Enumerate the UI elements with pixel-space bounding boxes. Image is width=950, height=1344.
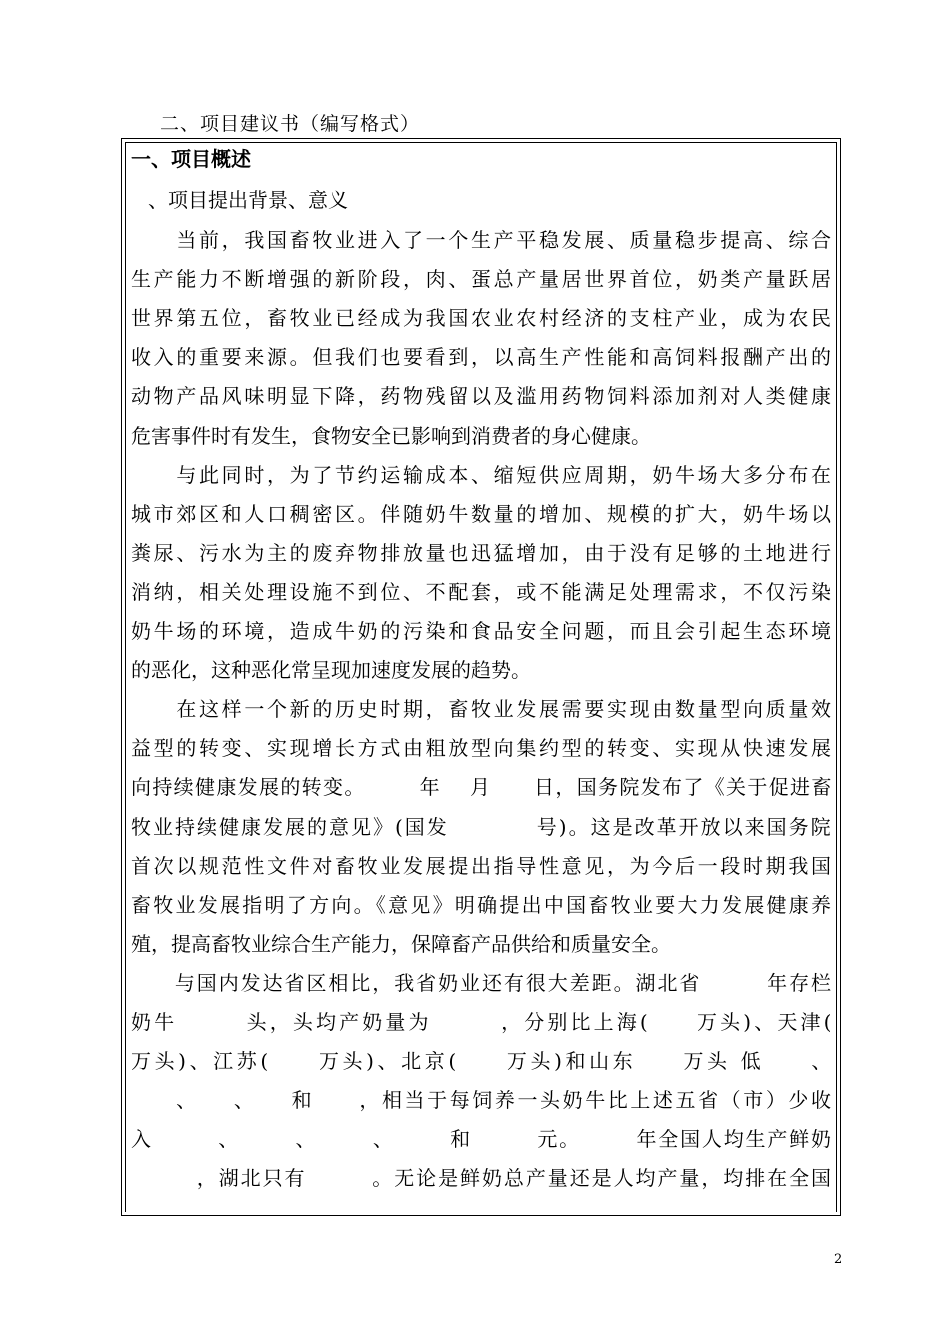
body-line: 入 、 、 、 和 元。 年全国人均生产鲜奶 bbox=[131, 1127, 833, 1152]
section-title: 一、项目概述 bbox=[131, 147, 251, 171]
body-line: 与此同时，为了节约运输成本、缩短供应周期，奶牛场大多分布在 bbox=[131, 462, 834, 487]
page-number: 2 bbox=[834, 1252, 843, 1267]
body-line: 牧业持续健康发展的意见》(国发 号)。这是改革开放以来国务院 bbox=[131, 814, 833, 839]
body-line: 向持续健康发展的转变。 年 月 日，国务院发布了《关于促进畜 bbox=[131, 775, 833, 800]
body-line: 、 、 和 ，相当于每饲养一头奶牛比上述五省（市）少收 bbox=[131, 1088, 834, 1113]
body-line: 奶牛场的环境，造成牛奶的污染和食品安全问题，而且会引起生态环境 bbox=[131, 619, 834, 643]
document-header: 二、项目建议书（编写格式） bbox=[160, 113, 421, 135]
body-line: 当前，我国畜牧业进入了一个生产平稳发展、质量稳步提高、综合 bbox=[131, 228, 834, 252]
body-line: 消纳，相关处理设施不到位、不配套，或不能满足处理需求，不仅污染 bbox=[131, 579, 834, 604]
body-line: 畜牧业发展指明了方向。《意见》明确提出中国畜牧业要大力发展健康养 bbox=[131, 892, 834, 917]
body-line: 收入的重要来源。但我们也要看到，以高生产性能和高饲料报酬产出的 bbox=[131, 345, 834, 370]
body-line: 奶牛 头，头均产奶量为 ，分别比上海( 万头)、天津( bbox=[131, 1010, 835, 1034]
body-line: 首次以规范性文件对畜牧业发展提出指导性意见，为今后一段时期我国 bbox=[131, 853, 834, 878]
body-line: 在这样一个新的历史时期，畜牧业发展需要实现由数量型向质量效 bbox=[131, 697, 834, 722]
body-line: 益型的转变、实现增长方式由粗放型向集约型的转变、实现从快速发展 bbox=[131, 736, 834, 761]
subsection-title: 、项目提出背景、意义 bbox=[148, 188, 348, 212]
body-line: 万头)、江苏( 万头)、北京( 万头)和山东 万头 低 、 bbox=[131, 1049, 835, 1074]
body-line: 殖，提高畜牧业综合生产能力，保障畜产品供给和质量安全。 bbox=[131, 931, 671, 956]
body-line: 城市郊区和人口稠密区。伴随奶牛数量的增加、规模的扩大，奶牛场以 bbox=[131, 501, 834, 526]
body-line: 粪尿、污水为主的废弃物排放量也迅猛增加，由于没有足够的土地进行 bbox=[131, 540, 834, 565]
body-line: ，湖北只有 。无论是鲜奶总产量还是人均产量，均排在全国 bbox=[131, 1166, 833, 1191]
body-line: 与国内发达省区相比，我省奶业还有很大差距。湖北省 年存栏 bbox=[131, 970, 833, 995]
body-line: 危害事件时有发生，食物安全已影响到消费者的身心健康。 bbox=[131, 423, 651, 448]
body-line: 的恶化，这种恶化常呈现加速度发展的趋势。 bbox=[131, 658, 531, 683]
body-line: 动物产品风味明显下降，药物残留以及滥用药物饲料添加剂对人类健康 bbox=[131, 384, 834, 409]
body-line: 生产能力不断增强的新阶段，肉、蛋总产量居世界首位，奶类产量跃居 bbox=[131, 267, 834, 292]
body-line: 世界第五位，畜牧业已经成为我国农业农村经济的支柱产业，成为农民 bbox=[131, 306, 834, 331]
